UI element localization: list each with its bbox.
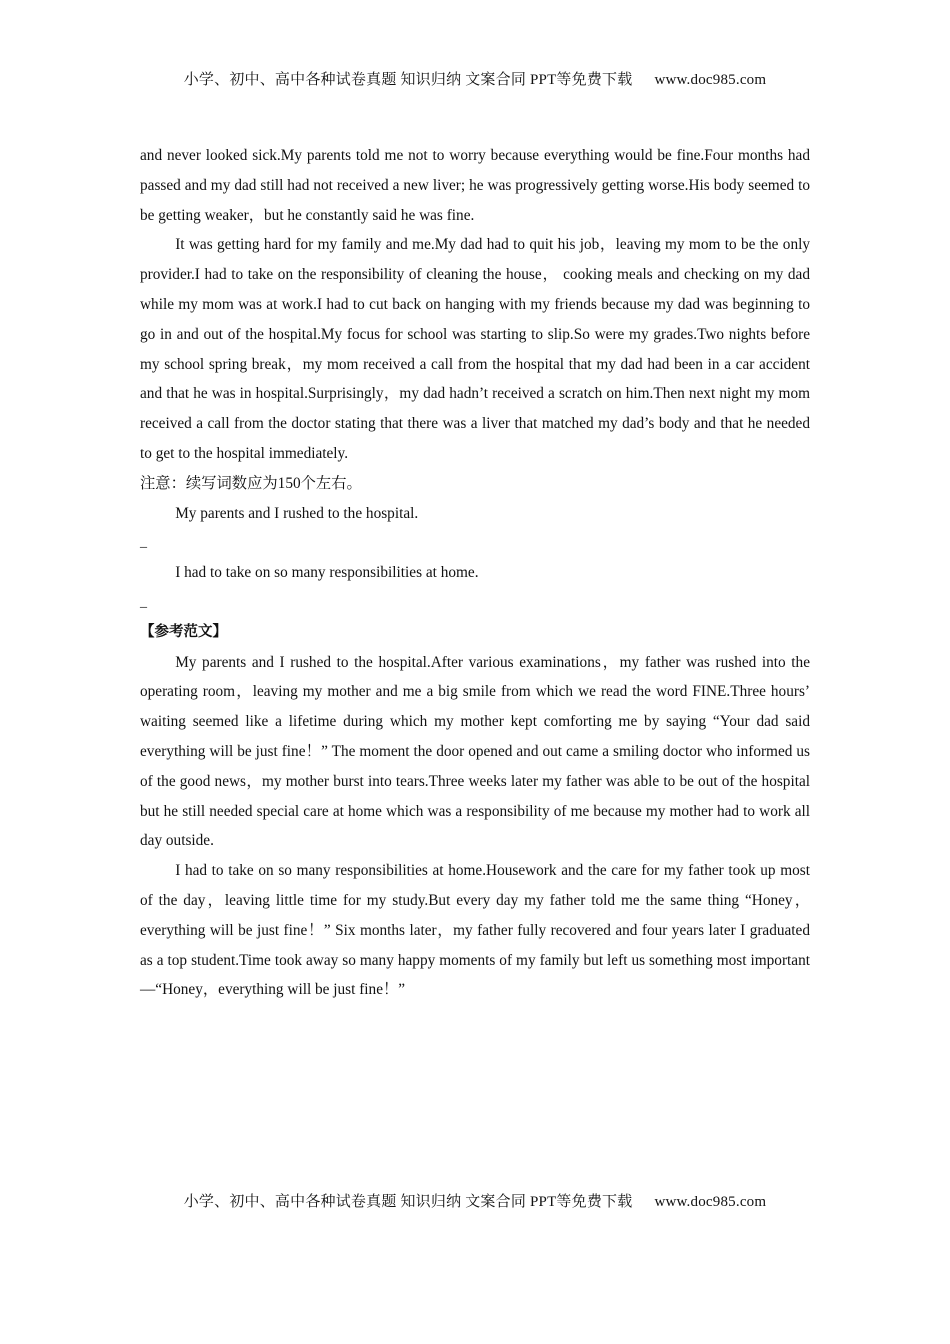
page-header — [0, 68, 950, 89]
answer-blank-1: _ — [140, 535, 147, 551]
reference-paragraph-1: My parents and I rushed to the hospital.After various examinations，my father was rushed into the operating room，leaving my mother and me a big smile from which we read the word FINE.Three hours’ waiting seemed like a lifetime during which my mother kept comforting me by saying “Your dad said everything will be just fine！” The moment the door opened and out came a smiling doctor who informed us of the good news，my mother burst into tears.Three weeks later my father was able to be out of the hospital but he still needed special care at home which was a responsibility of me because my mother had to work all day outside. — [140, 653, 810, 850]
header-site-link[interactable]: www.doc985.com — [654, 72, 767, 88]
page-footer — [0, 1190, 950, 1211]
header-text: 小学、初中、高中各种试卷真题 知识归纳 文案合同 PPT等免费下载 — [183, 72, 633, 88]
answer-blank-2: _ — [140, 594, 147, 610]
continuation-prompt-2: I had to take on so many responsibilities at home. — [175, 564, 479, 582]
task-note: 注意：续写词数应为150个左右。 — [140, 474, 362, 492]
document-body — [140, 141, 810, 1005]
footer-text: 小学、初中、高中各种试卷真题 知识归纳 文案合同 PPT等免费下载 — [183, 1194, 633, 1210]
footer-site-link[interactable]: www.doc985.com — [654, 1194, 767, 1210]
continuation-prompt-1: My parents and I rushed to the hospital. — [175, 504, 419, 522]
passage-paragraph-1: and never looked sick.My parents told me not to worry because everything would be fine.Four months had passed and my dad still had not received a new liver; he was progressively getting worse.His body seemed to be getting weaker，but he constantly said he was fine. — [140, 147, 810, 224]
passage-paragraph-2: It was getting hard for my family and me.My dad had to quit his job，leaving my mom to be the only provider.I had to take on the responsibility of cleaning the house， cooking meals and checking on my dad while my mom was at work.I had to cut back on hanging with my friends because my dad was beginning to go in and out of the hospital.My focus for school was starting to slip.So were my grades.Two nights before my school spring break，my mom received a call from the hospital that my dad had been in a car accident and that he was in hospital.Surprisingly，my dad hadn’t received a scratch on him.Then next night my mom received a call from the doctor stating that there was a liver that matched my dad’s body and that he needed to get to the hospital immediately. — [140, 236, 810, 462]
reference-heading: 【参考范文】 — [140, 623, 227, 640]
reference-paragraph-2: I had to take on so many responsibilities at home.Housework and the care for my father took up most of the day，leaving little time for my study.But every day my father told me the same thing “Honey，everything will be just fine！” Six months later，my father fully recovered and four years later I graduated as a top student.Time took away so many happy moments of my family but left us something most important—“Honey，everything will be just fine！” — [140, 862, 810, 999]
